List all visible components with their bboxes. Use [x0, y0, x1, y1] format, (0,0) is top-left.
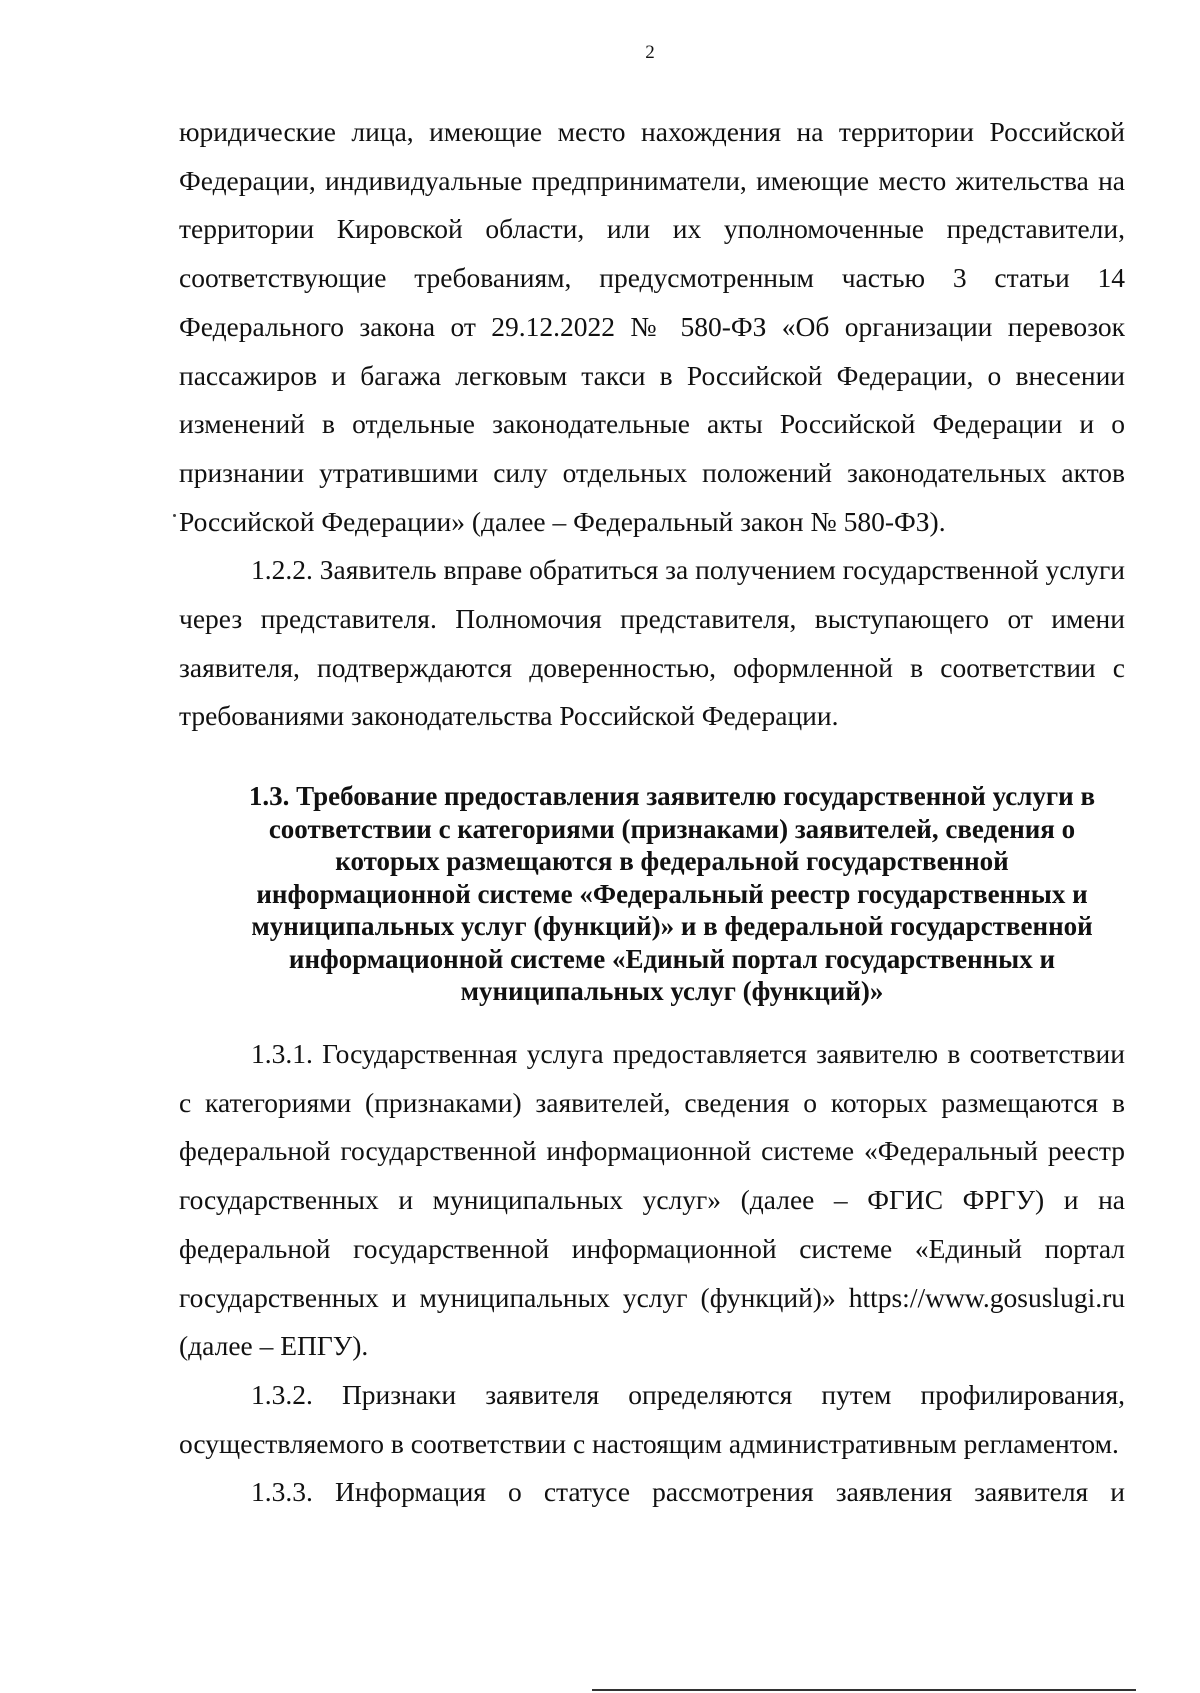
paragraph-applicants-continued: юридические лица, имеющие место нахождения на территории Российской Федерации, индивидуальные предприниматели, имеющие место жительства на территории Кировской области, или их уполномоченные представители, соответствующие требованиям, предусмотренным частью 3 статьи 14 Федерального закона от 29.12.2022 № 580-ФЗ «Об организации перевозок пассажиров и багажа легковым такси в Российской Федерации, о внесении изменений в отдельные законодательные акты Российской Федерации и о признании утратившими силу отдельных положений законодательных актов Российской Федерации» (далее – Федеральный закон № 580-ФЗ). — [179, 116, 1125, 537]
page-number: 2 — [645, 42, 655, 63]
paragraph-1-3-2: 1.3.2. Признаки заявителя определяются путем профилирования, осуществляемого в соответствии с настоящим административным регламентом. — [179, 1378, 1125, 1459]
paragraph-1-3-3: 1.3.3. Информация о статусе рассмотрения заявления заявителя и — [251, 1476, 1125, 1508]
paragraph-1-2-2: 1.2.2. Заявитель вправе обратиться за получением государственной услуги через представителя. Полномочия представителя, выступающего от имени заявителя, подтверждаются доверенностью, оформленной в соответствии с требованиями законодательства Российской Федерации. — [179, 554, 1125, 732]
footer-rule — [592, 1689, 1136, 1691]
paragraph-1-3-1: 1.3.1. Государственная услуга предоставляется заявителю в соответствии с категориями (признаками) заявителей, сведения о которых размещаются в федеральной государственной информационной системе «Федеральный реестр государственных и муниципальных услуг» (далее – ФГИС ФРГУ) и на федеральной государственной информационной системе «Единый портал государственных и муниципальных услуг (функций)» https://www.gosuslugi.ru (далее – ЕПГУ). — [179, 1038, 1125, 1362]
scan-artifact-dot — [173, 514, 176, 517]
section-heading-1-3: 1.3. Требование предоставления заявителю государственной услуги в соответствии с категориями (признаками) заявителей, сведения о которых размещаются в федеральной государственной информационной системе «Федеральный реестр государственных и муниципальных услуг (функций)» и в федеральной государственной информационной системе «Единый портал государственных и муниципальных услуг (функций)» — [248, 781, 1096, 1006]
body-text-block-1 — [179, 108, 1125, 741]
body-text-block-2 — [179, 1030, 1125, 1517]
